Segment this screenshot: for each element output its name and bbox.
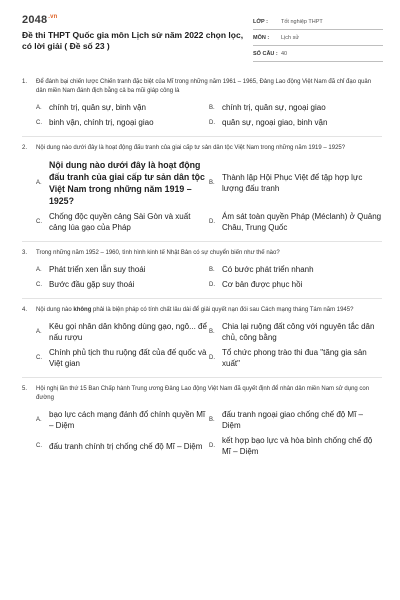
option-b[interactable]: B. Có bước phát triển nhanh [209,265,314,274]
info-row-class [253,14,383,30]
question-1 [22,78,382,132]
question-list [22,78,382,461]
question-number: 2. [22,145,28,151]
option-a[interactable]: A. Kêu gọi nhân dân không dùng gạo, ngô... để nấu rượu [36,322,207,342]
info-row-subject [253,30,383,46]
option-c[interactable]: C. Chính phủ tịch thu ruộng đất của đế quốc và Việt gian [36,348,207,368]
option-d[interactable]: D. kết hợp bạo lực và hòa bình chống chế độ Mĩ – Diệm [209,436,373,456]
question-text: Để đánh bại chiến lược Chiến tranh đặc biệt của Mĩ trong những năm 1961 – 1965, Đảng Lao động Việt Nam đã chỉ đạo quân dân miền Nam đánh địch bằng cả ba mũi giáp công là [36,79,372,94]
option-b[interactable]: B. chính trị, quân sự, ngoại giao [209,103,326,112]
question-2 [22,144,382,237]
option-a[interactable]: A. chính trị, quân sự, binh vận [36,103,146,112]
option-c[interactable]: C. Chống độc quyền cảng Sài Gòn và xuất cảng lúa gạo của Pháp [36,212,191,232]
info-label: MÔN : [253,34,270,41]
question-text: Nội dung nào dưới đây là hoạt động đấu tranh của giai cấp tư sản dân tộc Việt Nam trong những năm 1919 – 1925? [36,145,346,151]
option-d[interactable]: D. Cơ bản được phục hồi [209,280,303,289]
emphasis-word: không [73,307,92,313]
question-4 [22,306,382,373]
divider [22,377,382,378]
option-a[interactable]: A. bạo lực cách mạng đánh đổ chính quyền Mĩ – Diệm [36,410,206,430]
divider [22,298,382,299]
divider [22,136,382,137]
option-d[interactable]: D. Ám sát toàn quyền Pháp (Méclanh) ở Quảng Châu, Trung Quốc [209,212,382,232]
exam-info-panel [253,14,383,62]
question-text: Hội nghị lần thứ 15 Ban Chấp hành Trung ương Đảng Lao động Việt Nam đã quyết định để nhân dân miền Nam sử dụng con đường [36,386,370,401]
question-number: 4. [22,307,28,313]
divider [22,241,382,242]
option-a[interactable]: A. Nội dung nào dưới đây là hoạt động đấu tranh của giai cấp tư sản dân tộc Việt Nam trong những năm 1919 – 1925? [36,160,205,206]
question-number: 1. [22,79,28,85]
question-text: Trong những năm 1952 – 1960, tình hình kinh tế Nhật Bản có sự chuyển biến như thế nào? [36,250,280,256]
info-value: 40 [281,50,288,57]
question-number: 5. [22,386,28,392]
question-5 [22,385,382,461]
site-logo[interactable]: $2048^{.vn}$ [22,14,58,26]
question-number: 3. [22,250,28,256]
exam-title: Đề thi THPT Quốc gia môn Lịch sử năm 2022 chọn lọc, có lời giải ( Đề số 23 ) [22,30,244,51]
option-c[interactable]: C. binh vận, chính trị, ngoại giao [36,118,154,127]
info-value: Tốt nghiệp THPT [281,18,323,25]
option-d[interactable]: D. quân sự, ngoại giao, binh vận [209,118,328,127]
info-label: LỚP : [253,18,268,25]
info-value: Lịch sử [281,34,300,41]
question-text: Nội dung nào không phải là biện pháp có tính chất lâu dài để giải quyết nạn đói sau Cách mạng tháng Tám năm 1945? [36,307,354,313]
option-b[interactable]: B. Thành lập Hội Phục Việt để tập hợp lực lượng đấu tranh [209,173,363,193]
question-3 [22,249,382,294]
option-c[interactable]: C. đấu tranh chính trị chống chế độ Mĩ – Diệm [36,441,203,451]
option-a[interactable]: A. Phát triển xen lẫn suy thoái [36,265,146,274]
info-row-count [253,46,383,62]
option-d[interactable]: D. Tổ chức phong trào thi đua "tăng gia sản xuất" [209,348,367,368]
info-label: SỐ CÂU : [253,50,278,57]
option-c[interactable]: C. Bước đầu gặp suy thoái [36,280,135,289]
option-b[interactable]: B. đấu tranh ngoại giao chống chế độ Mĩ – Diệm [209,410,363,430]
option-b[interactable]: B. Chia lại ruộng đất công với nguyên tắc dân chủ, công bằng [209,322,375,342]
